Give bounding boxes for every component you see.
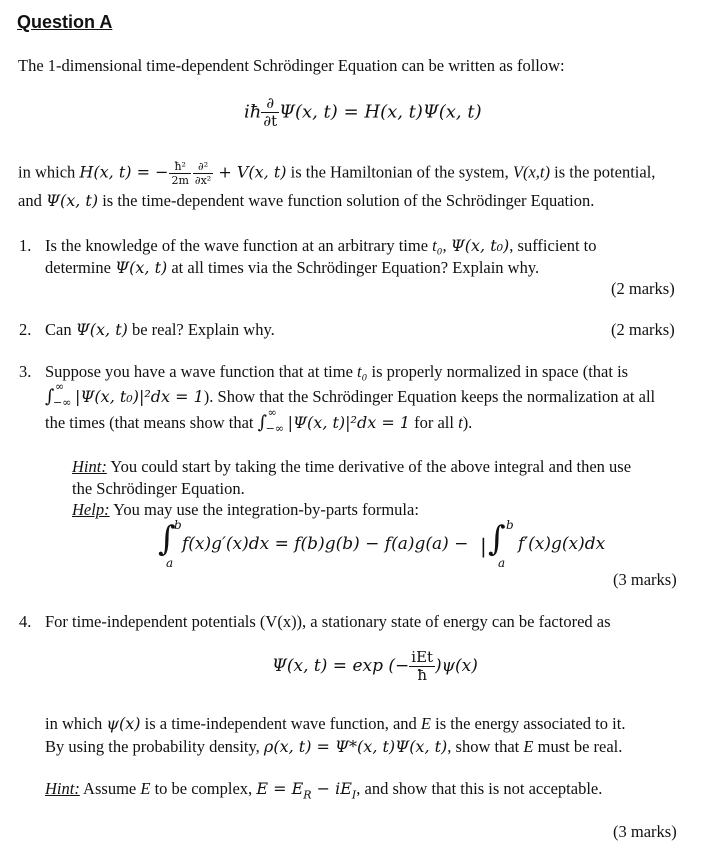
q2-text [45,320,275,340]
eq-lhs-psi: Ψ(x, t) [279,101,338,123]
q3-hint-line1 [72,457,631,477]
q4-p1-a: in which [45,714,107,733]
ham-frac1-den: 2m [171,174,189,187]
q4-eq-frac [409,650,435,683]
schrodinger-equation [244,96,482,129]
q4-line1: For time-independent potentials (V(x)), a stationary state of energy can be factored as [45,612,611,631]
q3-l2-lower: −∞ [53,396,72,409]
q3-hint-l1: You could start by taking the time derivative of the above integral and then use [106,457,632,476]
q1-t0: t₀ [432,236,443,255]
q1-l2-a: determine [45,258,116,277]
eq-partial-num: ∂ [261,96,279,113]
intro-line3-end: is the time-dependent wave function solution of the Schrödinger Equation. [98,191,595,210]
ibp-bar: | [480,534,487,558]
q4-para1 [45,714,625,734]
q1-line1 [45,236,597,256]
q3-help-text: You may use the integration-by-parts formula: [109,500,419,519]
q3-l3-t: t [458,413,463,432]
q4-hint-b: to be complex, [150,779,257,798]
q2-psi: Ψ(x, t) [75,320,128,339]
q4-hint-eq: E = E [256,779,304,798]
q4-hint-r: R [303,788,312,802]
ibp-upper2: b [506,518,514,532]
q3-l2-expr: |Ψ(x, t₀)|²dx = 1 [75,387,204,406]
q3-line1 [45,362,628,382]
q3-l2-b: ). Show that the Schrödinger Equation keeps the normalization at all [203,387,656,406]
q4-p2-a: By using the probability density, [45,737,264,756]
ibp-rhs: f′(x)g(x)dx [518,534,606,554]
ham-prefix: in which [18,162,80,182]
q4-eq-den: ħ [417,666,427,684]
q4-p2-c: must be real. [533,737,623,756]
ibp-int1: ∫ [158,519,176,559]
q1-l2-b: at all times via the Schrödinger Equation? Explain why. [167,258,540,277]
ham-suffix: is the Hamiltonian of the system, [286,162,513,182]
q4-hint-minus: − iE [311,779,352,798]
ibp-lower1: a [166,556,174,570]
q3-l3-integral [257,406,288,435]
q3-l3-c: ). [462,413,473,432]
q3-line2 [45,380,656,409]
q3-l3-upper: ∞ [267,406,277,419]
q4-hint-label: Hint: [45,779,80,798]
q4-eq-num: iEt [411,648,434,666]
q2-number: 2. [19,320,32,339]
q3-l3-a: the times (that means show that [45,413,258,432]
q4-p1-e: E [420,714,431,733]
q3-l2-int-sign: ∫ [45,386,55,407]
q3-help-label: Help: [72,500,110,519]
q3-help-line [72,500,419,520]
q4-p1-b: is a time-independent wave function, and [140,714,421,733]
ham-plus-v: + V(x, t) [218,162,287,182]
eq-partial-den: ∂t [263,112,278,130]
q3-number: 3. [19,362,32,381]
ham-vxt: V(x,t) [512,162,550,182]
ibp-lower2: a [498,556,506,570]
q3-hint-line2: the Schrödinger Equation. [72,479,245,498]
q4-hint-e: E [140,779,151,798]
q4-number: 4. [19,612,32,631]
ham-h: H(x, t) = − [79,162,169,182]
q4-hint-i: I [351,788,357,802]
eq-rhs: = H(x, t)Ψ(x, t) [343,101,482,123]
intro-line3-start: and [18,191,46,210]
q4-hint-c: , and show that this is not acceptable. [356,779,603,798]
q3-t0: t₀ [357,362,368,381]
intro-line3-psi: Ψ(x, t) [45,191,99,210]
q2-marks: (2 marks) [611,320,675,339]
q4-p2-rho: ρ(x, t) = Ψ*(x, t)Ψ(x, t) [263,737,448,756]
q3-l1-b: is properly normalized in space (that is [367,362,629,381]
q4-p2-e: E [523,737,534,756]
q1-l1-c: , sufficient to [509,236,597,255]
ham-potential: is the potential, [550,162,656,182]
q2-a: Can [45,320,76,339]
ibp-int2: ∫ [488,519,506,559]
q4-p2-b: , show that [447,737,524,756]
q3-l3-lower: −∞ [265,422,285,435]
ibp-upper1: b [174,518,182,532]
q4-eq-rhs: )ψ(x) [435,656,478,676]
eq-ih: iħ [244,101,262,123]
q3-hint-label: Hint: [72,457,107,476]
q4-hint [45,779,602,801]
ham-frac1 [169,161,190,186]
q2-b: be real? Explain why. [127,320,275,339]
q4-p1-c: is the energy associated to it. [431,714,626,733]
q4-para2 [45,737,622,757]
ham-frac2-den: ∂x² [194,174,212,187]
q1-l1-a: Is the knowledge of the wave function at an arbitrary time [45,236,433,255]
q3-l2-integral [45,380,75,409]
q4-eq-lhs: Ψ(x, t) = exp (− [272,656,410,676]
eq-partial-frac [261,96,279,129]
ibp-formula [158,520,628,570]
intro-line3 [18,191,594,211]
q1-number: 1. [19,236,32,255]
q3-l1-a: Suppose you have a wave function that at time [45,362,358,381]
q4-marks: (3 marks) [613,822,677,841]
q3-l3-expr: |Ψ(x, t)|²dx = 1 [287,413,410,432]
q3-l3-b: for all [409,413,459,432]
ibp-lhs: f(x)g′(x)dx = f(b)g(b) − f(a)g(a) − [182,534,469,554]
q3-l3-int-sign: ∫ [257,412,268,433]
q1-l1-psi: Ψ(x, t₀) [450,236,510,255]
ham-frac1-num: ħ² [169,161,190,174]
ham-frac2-num: ∂² [193,161,213,174]
q4-equation [272,650,478,683]
q1-l1-b: , [442,236,451,255]
hamiltonian-line [18,161,655,186]
q4-p1-psi: ψ(x) [106,714,141,733]
q3-line3 [45,406,473,435]
ham-frac2 [193,161,213,186]
q1-marks: (2 marks) [611,279,675,298]
q3-marks: (3 marks) [613,570,677,589]
intro-text: The 1-dimensional time-dependent Schrödinger Equation can be written as follow: [18,56,565,75]
page-title: Question A [17,12,113,32]
q1-l2-psi: Ψ(x, t) [115,258,168,277]
q3-l2-upper: ∞ [55,380,65,393]
q4-hint-a: Assume [79,779,141,798]
q1-line2 [45,258,539,278]
